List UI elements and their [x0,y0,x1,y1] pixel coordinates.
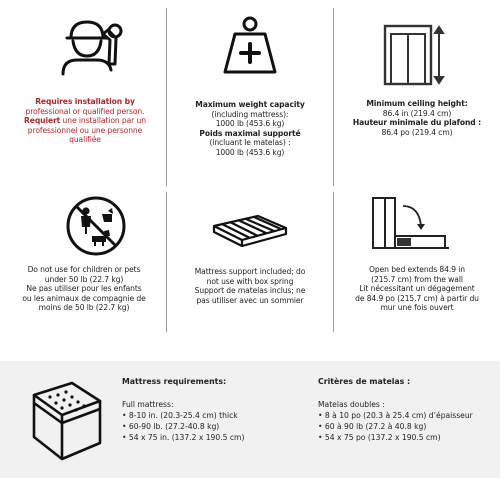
children-line-4: ou les animaux de compagnie de [22,293,146,303]
children-line-2: under 50 lb (22.7 kg) [44,274,124,284]
extend-line-3: Lit nécessitant un dégagement [359,284,475,294]
support-line-1: Mattress support included; do [194,267,306,276]
weight-text [168,100,332,158]
extend-text [334,265,500,313]
divider-col-1 [166,8,167,186]
mattress-en-sub: Full mattress: [122,400,174,409]
support-line-3: Support de matelas inclus; ne [194,286,306,296]
mattress-en-block [122,376,292,443]
divider-col-3 [166,192,167,332]
installation-line-4: professionnel ou une personne [27,125,143,135]
mattress-en-item-3: • 54 x 75 in. (137.2 x 190.5 cm) [122,433,245,442]
extend-line-1: Open bed extends 84.9 in [369,265,465,274]
slat-support-icon [208,212,290,256]
support-line-4: pas utiliser avec un sommier [196,295,304,305]
extend-line-2: (215.7 cm) from the wall [371,274,463,284]
installation-line-3: Requiert une installation par un [24,116,146,126]
support-text [168,267,332,305]
mattress-en-item-1: • 8-10 in. (20.3-25.4 cm) thick [122,411,238,420]
murphy-bed-open-icon [371,196,451,258]
weight-line-3: 1000 lb (453.6 kg) [215,119,285,129]
mattress-fr-item-2: • 60 à 90 lb (27.2 à 40.8 kg) [318,422,427,431]
children-line-5: moins de 50 lb (22.7 kg) [38,303,130,313]
installation-line-1: Requires installation by [35,97,135,106]
mattress-icon [28,377,104,469]
children-text [2,265,166,313]
mattress-fr-sub: Matelas doubles : [318,400,385,409]
mattress-en-heading: Mattress requirements: [122,377,227,386]
mattress-en-item-2: • 60-90 lb. (27.2-40.8 kg) [122,422,220,431]
mattress-fr-item-3: • 54 x 75 po (137.2 x 190.5 cm) [318,433,441,442]
ceiling-line-4: 86.4 po (219.4 cm) [381,127,453,137]
ceiling-line-3: Hauteur minimale du plafond : [352,118,482,128]
weight-line-2: (including mattress): [211,109,289,119]
extend-line-4: de 84.9 po (215.7 cm) à partir du [355,293,479,303]
mattress-fr-heading: Critères de matelas : [318,377,411,386]
no-children-pets-icon [64,194,128,258]
worker-wrench-icon [53,16,129,76]
mattress-requirements-panel [0,361,500,478]
mattress-fr-item-1: • 8 à 10 po (20.3 à 25.4 cm) d’épaisseur [318,411,473,420]
support-line-2: not use with box spring [206,276,294,286]
divider-col-2 [333,8,334,186]
children-line-3: Ne pas utiliser pour les enfants [26,284,142,294]
weight-line-6: 1000 lb (453.6 kg) [215,147,285,157]
mattress-fr-block [318,376,498,443]
children-line-1: Do not use for children or pets [27,265,141,274]
ceiling-line-2: 86.4 in (219.4 cm) [382,108,452,118]
weight-line-5: (incluant le matelas) : [209,138,291,148]
elevator-height-icon [383,24,447,88]
installation-line-2: professional or qualified person. [25,106,145,116]
weight-line-1: Maximum weight capacity [195,100,305,109]
ceiling-line-1: Minimum ceiling height: [366,99,468,108]
extend-line-5: mur une fois ouvert [380,303,454,313]
installation-line-5: qualifiée [69,135,101,145]
weight-line-4: Poids maximal supporté [199,128,301,138]
installation-text [4,97,166,145]
weight-plus-icon [219,14,281,76]
ceiling-text [334,99,500,137]
